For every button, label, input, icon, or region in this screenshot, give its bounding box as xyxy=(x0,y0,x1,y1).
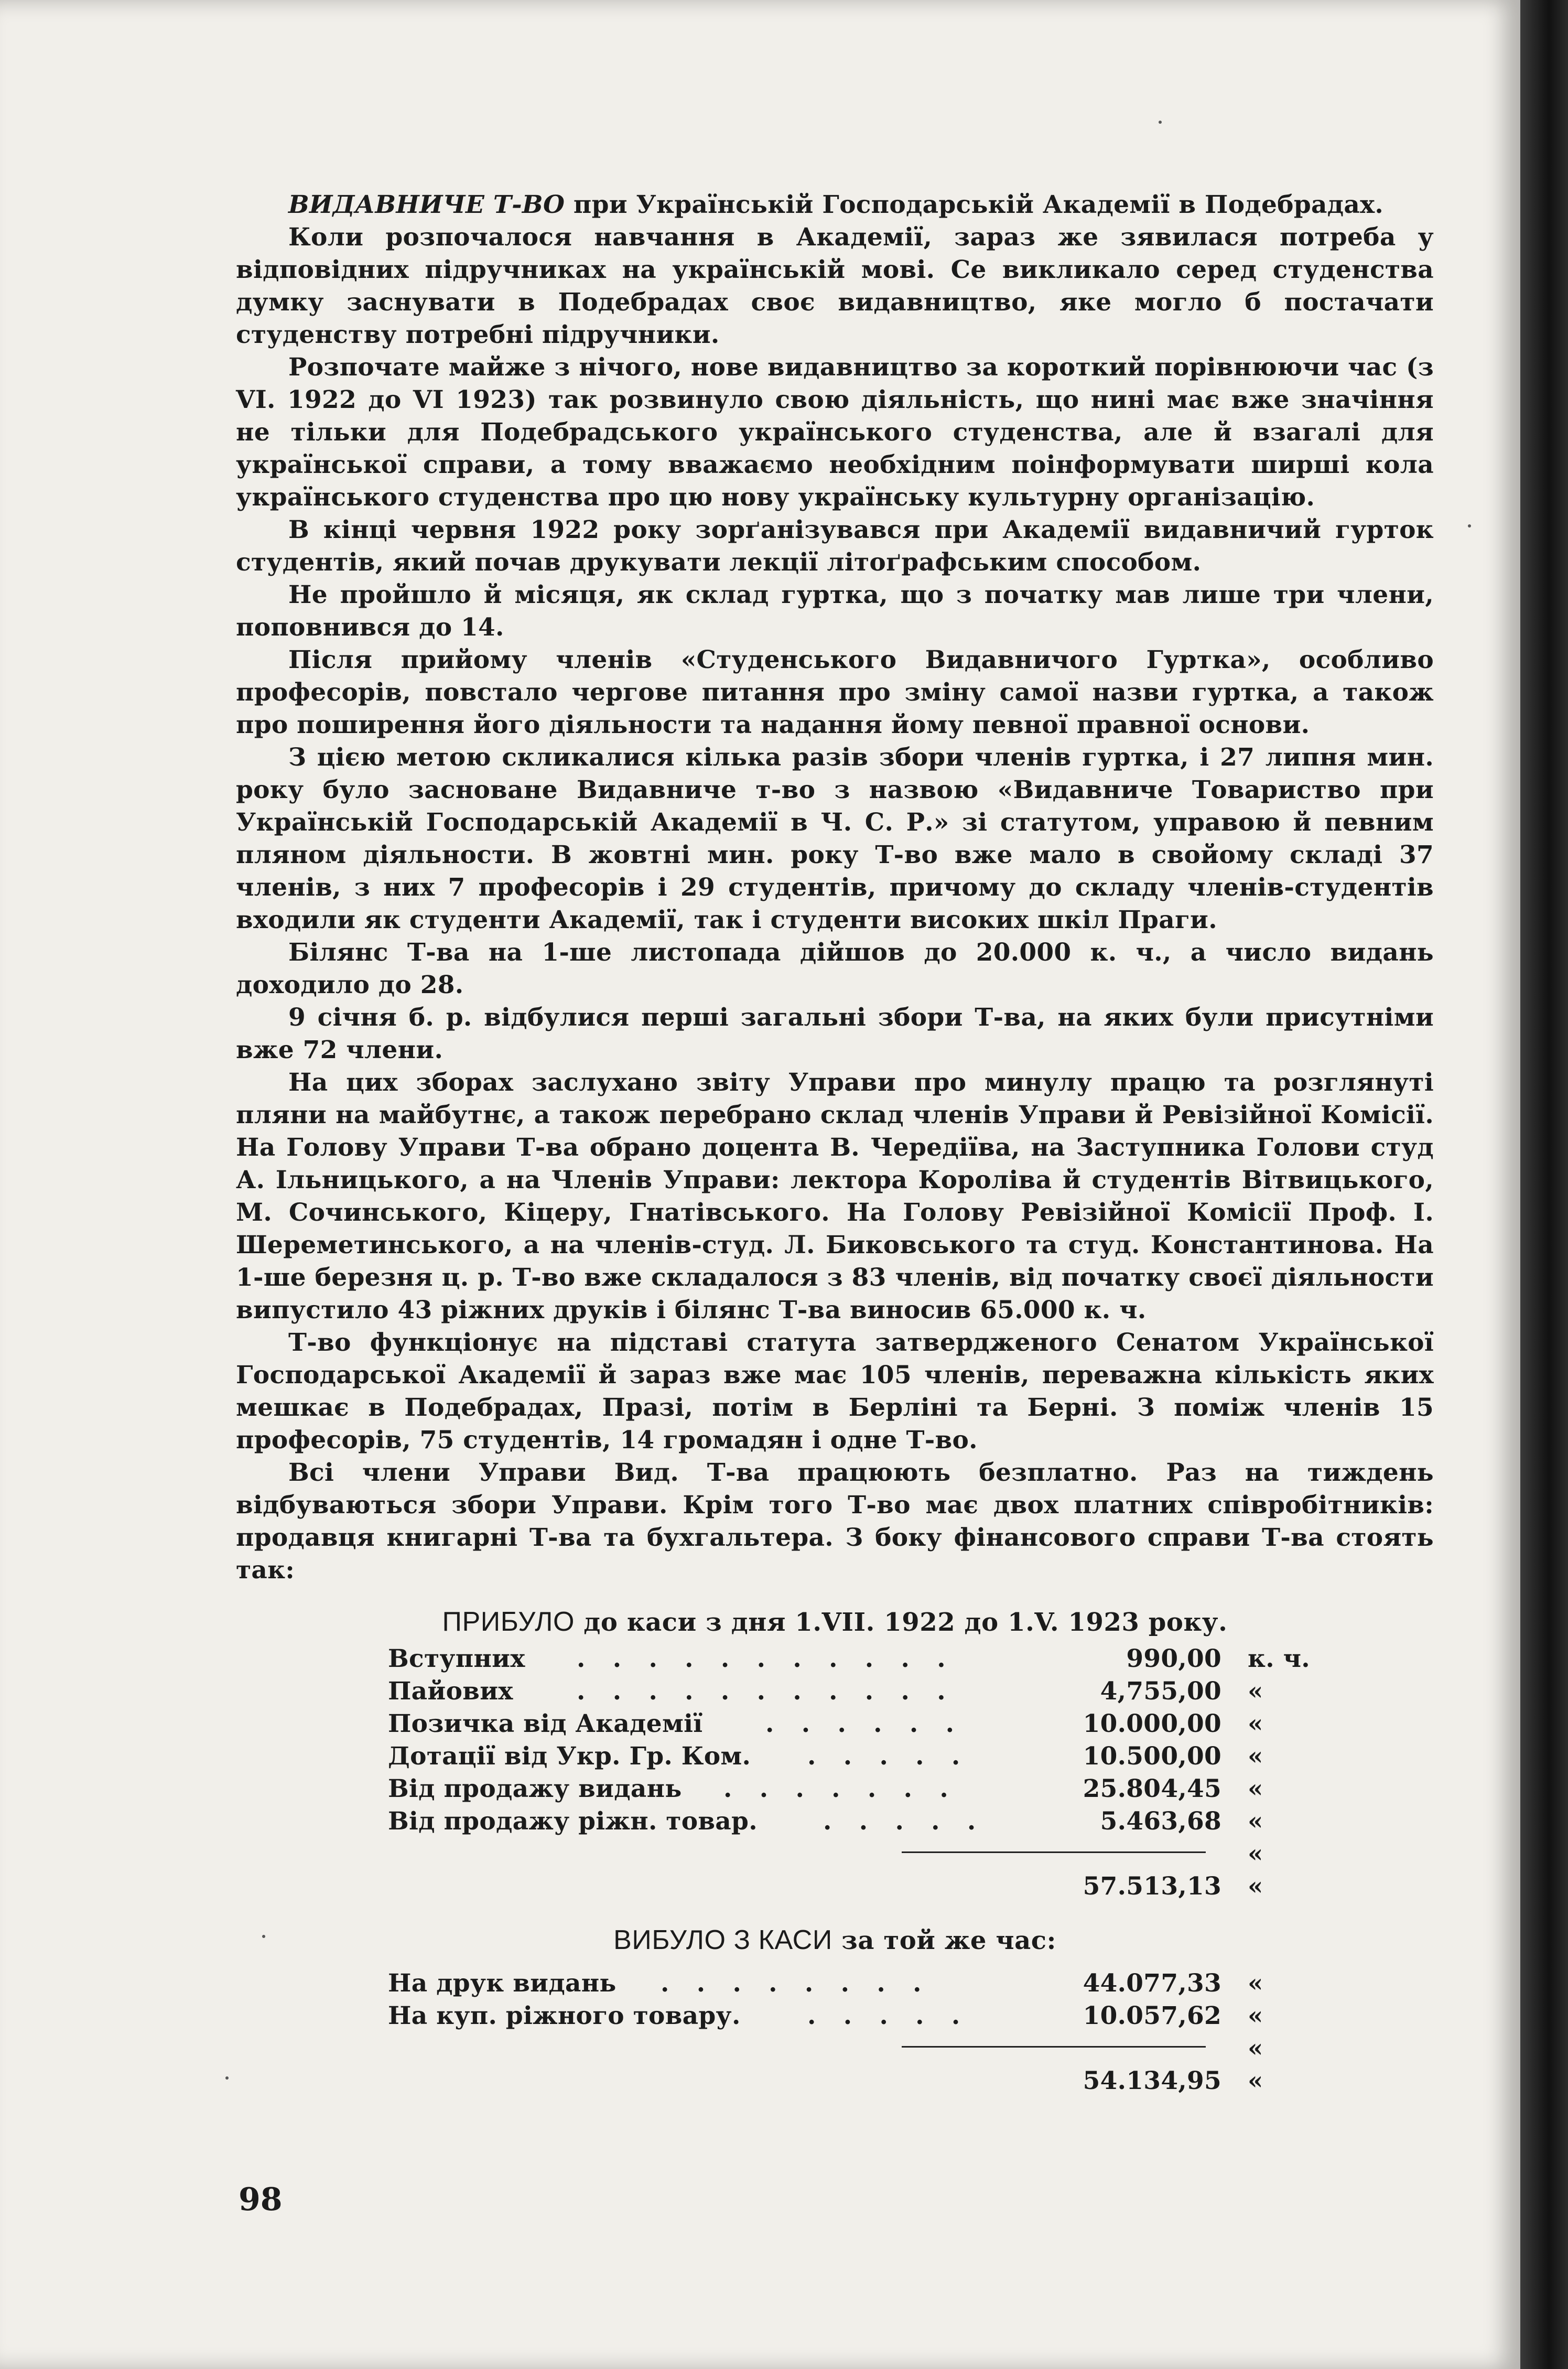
ledger-row xyxy=(388,1805,1316,1838)
expense-title-rest: за той же час: xyxy=(832,1926,1056,1955)
row-dots: . . . . . . . . . . . xyxy=(577,1677,955,1706)
row-dots: . . . . . . xyxy=(765,1709,964,1738)
paragraph: В кінці червня 1922 року зорґанізувався при Академії видавничий гурток студентів, який почав друкувати лекції літоґрафським способом. xyxy=(236,515,1434,577)
ledger-total-row xyxy=(388,1870,1316,1903)
row-unit: « xyxy=(1248,2034,1263,2063)
row-amount: 10.000,00 xyxy=(1083,1709,1221,1738)
row-label: Позичка від Академії xyxy=(388,1709,703,1738)
expense-title-caps: ВИБУЛО З КАСИ xyxy=(613,1925,832,1955)
paragraph: 9 січня б. р. відбулися перші загальні збори Т-ва, на яких були присутніми вже 72 члени. xyxy=(236,1003,1434,1064)
row-label: На друк видань xyxy=(388,1969,617,1998)
row-label: Вступних xyxy=(388,1644,525,1673)
paragraph: На цих зборах заслухано звіту Управи про минулу працю та розглянуті пляни на майбутнє, а також перебрано склад членів Управи й Ревізійної Комісії. На Голову Управи Т-ва обрано доцента В. Чередіїва, на Заступника Голови студ А. Ільницького, а на Членів Управи: лектора Короліва й студентів Вітвицького, М. Сочинського, Кіцеру, Гнатівського. На Голову Ревізійної Комісії Проф. І. Шереметинського, а на членів-студ. Л. Биковського та студ. Константинова. На 1-ше березня ц. р. Т-во вже складалося з 83 членів, від початку своєї діяльности випустило 43 ріжних друків і білянс Т-ва виносив 65.000 к. ч. xyxy=(236,1068,1434,1325)
row-dots: . . . . . . . . . . . xyxy=(577,1644,955,1673)
income-total: 57.513,13 xyxy=(1083,1872,1221,1901)
ledger-row xyxy=(388,1773,1316,1805)
row-unit: « xyxy=(1248,2001,1263,2030)
row-label: Від продажу ріжн. товар. xyxy=(388,1807,758,1836)
ledger-row xyxy=(388,1967,1316,2000)
article-heading: ВИДАВНИЧЕ Т-ВО xyxy=(288,190,565,219)
ledger-row xyxy=(388,1675,1316,1708)
row-dots: . . . . . xyxy=(823,1807,986,1836)
paragraph-text: при Українській Господарській Академії в Подебрадах. xyxy=(565,190,1384,219)
row-amount: 44.077,33 xyxy=(1083,1969,1221,1998)
income-ledger xyxy=(236,1606,1434,1903)
row-unit: « xyxy=(1248,1839,1263,1868)
print-speck xyxy=(1159,121,1162,124)
print-speck xyxy=(262,1935,265,1938)
paragraph: Після прийому членів «Студенського Видавничого Гуртка», особливо професорів, повстало чергове питання про зміну самої назви гуртка, а також про поширення його діяльности та надання йому певної правної основи. xyxy=(236,645,1434,739)
page-number: 98 xyxy=(239,2181,283,2218)
paragraph: Не пройшло й місяця, як склад гуртка, що з початку мав лише три члени, поповнився до 14. xyxy=(236,580,1434,642)
ledger-total-row xyxy=(388,2065,1316,2097)
ledger-row xyxy=(388,2000,1316,2032)
row-amount: 5.463,68 xyxy=(1100,1807,1221,1836)
paragraph: З цією метою скликалися кілька разів збори членів гуртка, і 27 липня мин. року було засноване Видавниче т-во з назвою «Видавниче Товариство при Українській Господарській Академії в Ч. С. Р.» зі статутом, управою й певним пляном діяльности. В жовтні мин. року Т-во вже мало в свойому складі 37 членів, з них 7 професорів і 29 студентів, причому до складу членів-студентів входили як студенти Академії, так і студенти високих шкіл Праги. xyxy=(236,743,1434,934)
row-unit: « xyxy=(1248,2066,1263,2095)
row-dots: . . . . . . . xyxy=(723,1774,958,1803)
row-unit: « xyxy=(1248,1709,1263,1738)
ledger-rule-row xyxy=(388,2032,1316,2065)
paragraph: Т-во функціонує на підставі статута затвердженого Сенатом Української Господарської Академії й зараз вже має 105 членів, переважна кількість яких мешкає в Подебрадах, Празі, потім в Берліні та Берні. З поміж членів 15 професорів, 75 студентів, 14 громадян і одне Т-во. xyxy=(236,1328,1434,1455)
row-dots: . . . . . xyxy=(807,2001,970,2030)
row-amount: 10.500,00 xyxy=(1083,1742,1221,1771)
row-dots: . . . . . . . . xyxy=(661,1969,931,1998)
row-unit: « xyxy=(1248,1969,1263,1998)
row-label: Від продажу видань xyxy=(388,1774,682,1803)
expense-title xyxy=(236,1924,1434,1957)
print-speck xyxy=(225,2076,229,2080)
ledger-row xyxy=(388,1740,1316,1773)
print-speck xyxy=(1468,524,1471,527)
paragraph: Всі члени Управи Вид. Т-ва працюють безплатно. Раз на тиждень відбуваються збори Управи. Крім того Т-во має двох платних співробітників: продавця книгарні Т-ва та бухгальтера. З боку фінансового справи Т-ва стоять так: xyxy=(236,1458,1434,1585)
row-unit: « xyxy=(1248,1872,1263,1901)
paragraph: Розпочате майже з нічого, нове видавництво за короткий порівнюючи час (з VI. 1922 до VI 1923) так розвинуло свою діяльність, що нині має вже значіння не тільки для Подебрадського українського студенства, але й взагалі для української справи, а тому вважаємо необхідним поінформувати ширші кола українського студенства про цю нову українську культурну організацію. xyxy=(236,353,1434,512)
expense-total: 54.134,95 xyxy=(1083,2066,1221,2095)
row-amount: 990,00 xyxy=(1126,1644,1221,1673)
income-title xyxy=(236,1606,1434,1639)
row-unit: « xyxy=(1248,1807,1263,1836)
expense-ledger xyxy=(236,1924,1434,2097)
row-amount: 4,755,00 xyxy=(1100,1677,1221,1706)
ledger-row xyxy=(388,1643,1316,1675)
row-unit: к. ч. xyxy=(1248,1644,1310,1673)
income-title-rest: до каси з дня 1.VII. 1922 до 1.V. 1923 року. xyxy=(575,1608,1228,1637)
row-amount: 10.057,62 xyxy=(1083,2001,1221,2030)
paragraph: Коли розпочалося навчання в Академії, зараз же зявилася потреба у відповідних підручниках на українській мові. Се викликало серед студенства думку заснувати в Подебрадах своє видавництво, яке могло б постачати студенству потребні підручники. xyxy=(236,223,1434,349)
ledger-rule-row xyxy=(388,1838,1316,1870)
row-unit: « xyxy=(1248,1774,1263,1803)
sum-rule xyxy=(902,2046,1206,2048)
sum-rule xyxy=(902,1851,1206,1853)
row-amount: 25.804,45 xyxy=(1083,1774,1221,1803)
row-unit: « xyxy=(1248,1742,1263,1771)
income-title-caps: ПРИБУЛО xyxy=(442,1607,575,1637)
row-unit: « xyxy=(1248,1677,1263,1706)
row-label: Дотації від Укр. Гр. Ком. xyxy=(388,1742,751,1771)
ledger-row xyxy=(388,1708,1316,1740)
paragraph xyxy=(236,189,1434,221)
article-body xyxy=(236,189,1434,2097)
paragraph: Білянс Т-ва на 1-ше листопада дійшов до 20.000 к. ч., а число видань доходило до 28. xyxy=(236,938,1434,999)
row-label: Пайових xyxy=(388,1677,513,1706)
row-label: На куп. ріжного товару. xyxy=(388,2001,741,2030)
book-edge-shadow xyxy=(1520,0,1568,2369)
row-dots: . . . . . xyxy=(807,1742,970,1771)
